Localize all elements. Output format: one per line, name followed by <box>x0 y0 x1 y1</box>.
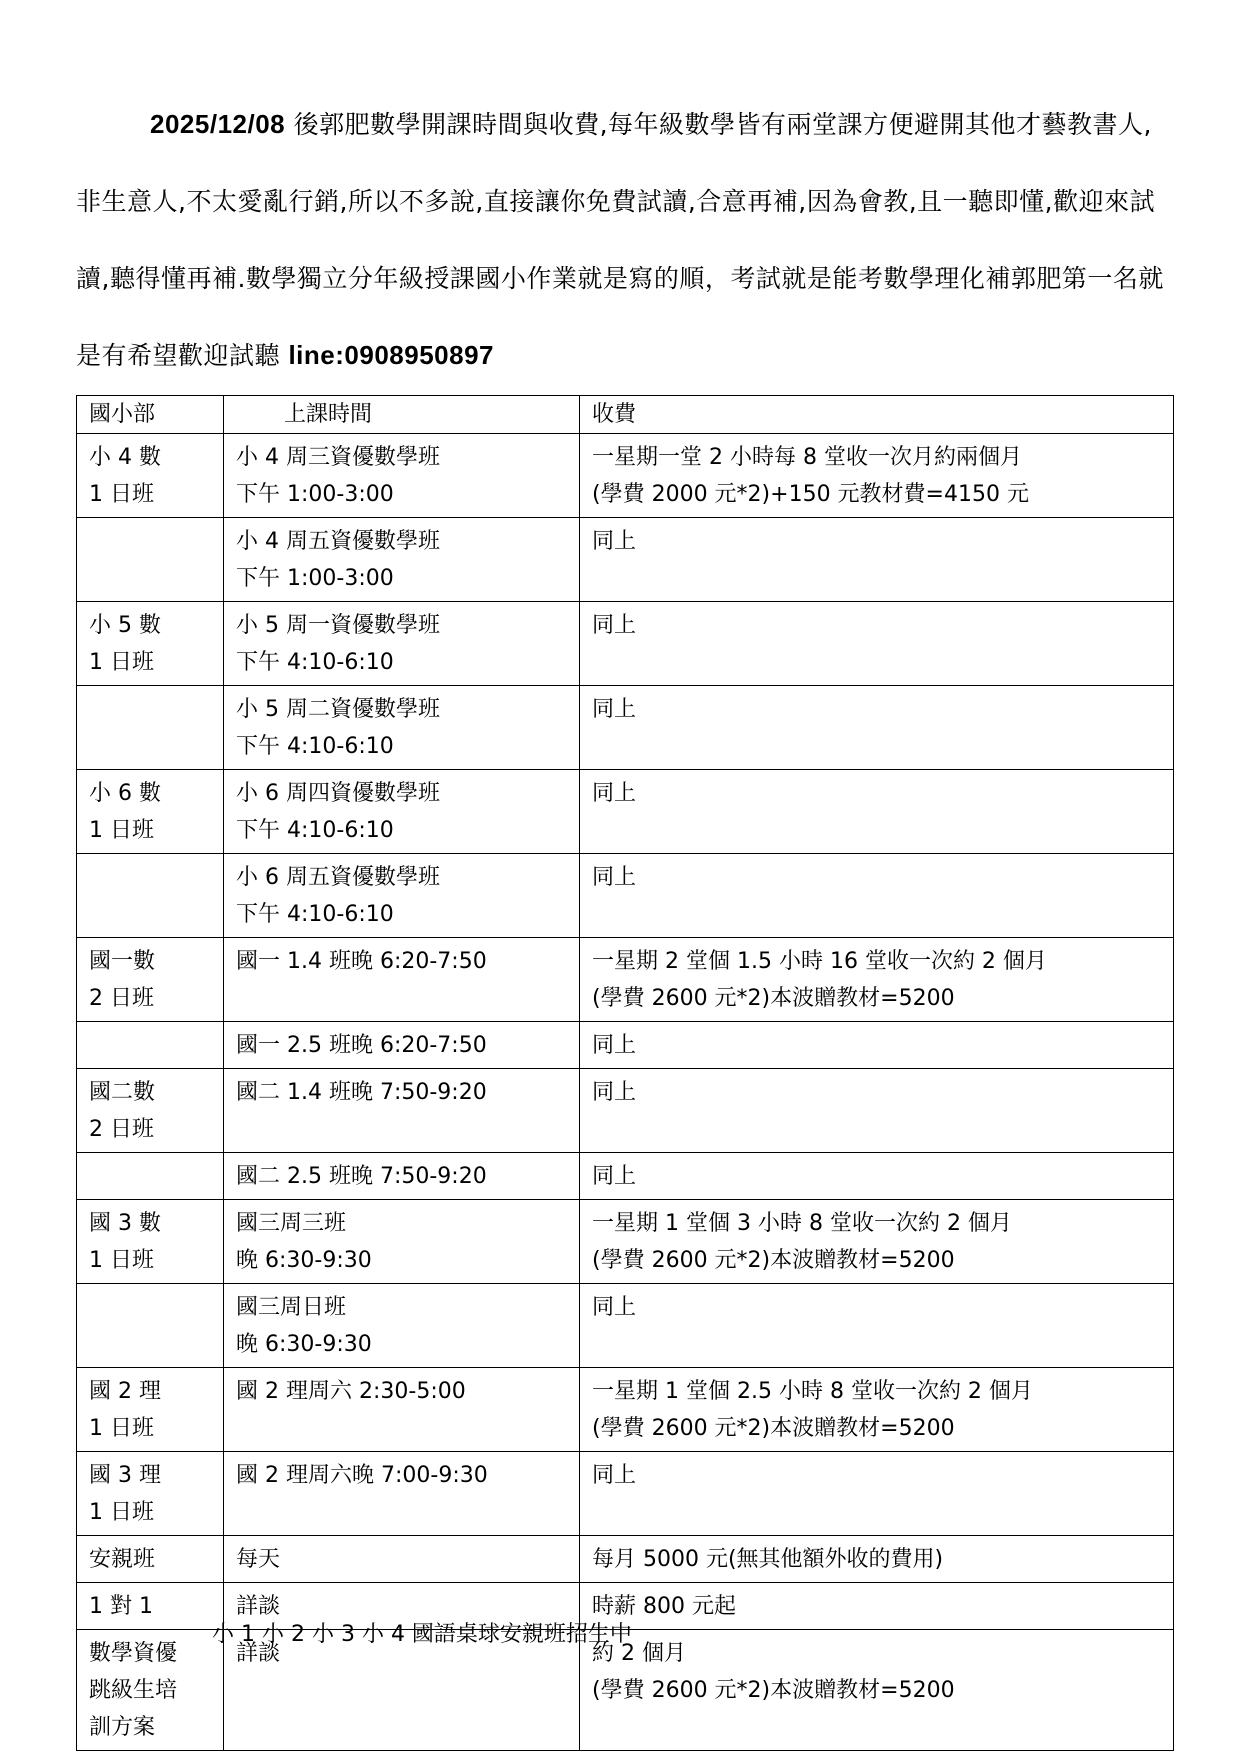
fee-cell-line: (學費 2000 元*2)+150 元教材費=4150 元 <box>592 482 1029 507</box>
fee-cell <box>580 1022 1174 1069</box>
table-row <box>77 1200 1174 1284</box>
grade-cell <box>77 434 224 518</box>
grade-cell <box>77 518 224 602</box>
fee-cell <box>580 1583 1174 1630</box>
table-row <box>77 686 1174 770</box>
fee-cell-line: 同上 <box>592 781 637 806</box>
time-cell-line: 詳談 <box>236 1594 281 1619</box>
fee-cell <box>580 1153 1174 1200</box>
grade-cell-line: 國 3 理 <box>89 1463 161 1488</box>
time-cell-line: 詳談 <box>236 1641 281 1666</box>
grade-cell-line: 數學資優 <box>89 1641 178 1666</box>
fee-cell <box>580 938 1174 1022</box>
time-cell-line: 每天 <box>236 1547 281 1572</box>
grade-cell-line: 國 2 理 <box>89 1379 161 1404</box>
time-cell <box>224 1153 580 1200</box>
grade-cell <box>77 854 224 938</box>
time-cell <box>224 770 580 854</box>
table-row <box>77 1153 1174 1200</box>
table-row <box>77 518 1174 602</box>
grade-cell <box>77 938 224 1022</box>
grade-cell <box>77 686 224 770</box>
time-cell <box>224 1284 580 1368</box>
time-cell-line: 下午 4:10-6:10 <box>236 818 394 843</box>
fee-cell-line: 每月 5000 元(無其他額外收的費用) <box>592 1547 944 1572</box>
grade-cell <box>77 1536 224 1583</box>
fee-cell <box>580 1536 1174 1583</box>
time-cell <box>224 434 580 518</box>
schedule-table <box>76 395 1174 1751</box>
time-cell <box>224 686 580 770</box>
time-cell-line: 下午 4:10-6:10 <box>236 734 394 759</box>
time-cell-line: 國 2 理周六晚 7:00-9:30 <box>236 1463 488 1488</box>
grade-cell-line: 1 日班 <box>89 1416 154 1441</box>
fee-cell-line: 同上 <box>592 1164 637 1189</box>
time-cell-line: 國一 1.4 班晚 6:20-7:50 <box>236 949 487 974</box>
table-row <box>77 770 1174 854</box>
grade-cell-line: 小 5 數 <box>89 613 161 638</box>
fee-cell-line: 同上 <box>592 529 637 554</box>
time-cell <box>224 1022 580 1069</box>
fee-cell-line: (學費 2600 元*2)本波贈教材=5200 <box>592 1416 955 1441</box>
time-cell-line: 小 5 周二資優數學班 <box>236 697 440 722</box>
intro-paragraph <box>76 86 1166 394</box>
fee-cell <box>580 1452 1174 1536</box>
fee-cell <box>580 1630 1174 1751</box>
fee-cell-line: 同上 <box>592 1033 637 1058</box>
grade-cell-line: 國二數 <box>89 1080 156 1105</box>
grade-cell <box>77 1153 224 1200</box>
grade-cell-line: 小 4 數 <box>89 445 161 470</box>
fee-cell-line: 一星期一堂 2 小時每 8 堂收一次月約兩個月 <box>592 445 1022 470</box>
grade-cell <box>77 770 224 854</box>
header-grade: 國小部 <box>77 396 224 434</box>
time-cell <box>224 1536 580 1583</box>
fee-cell <box>580 1200 1174 1284</box>
time-cell <box>224 854 580 938</box>
table-row <box>77 1368 1174 1452</box>
time-cell-line: 小 4 周三資優數學班 <box>236 445 440 470</box>
fee-cell-line: 同上 <box>592 1463 637 1488</box>
fee-cell-line: 一星期 1 堂個 2.5 小時 8 堂收一次約 2 個月 <box>592 1379 1033 1404</box>
time-cell-line: 下午 1:00-3:00 <box>236 566 394 591</box>
fee-cell-line: 同上 <box>592 697 637 722</box>
fee-cell-line: (學費 2600 元*2)本波贈教材=5200 <box>592 1248 955 1273</box>
table-row <box>77 434 1174 518</box>
grade-cell <box>77 1583 224 1630</box>
time-cell <box>224 1452 580 1536</box>
grade-cell <box>77 1069 224 1153</box>
grade-cell <box>77 1368 224 1452</box>
grade-cell-line: 2 日班 <box>89 986 154 1011</box>
fee-cell-line: (學費 2600 元*2)本波贈教材=5200 <box>592 986 955 1011</box>
grade-cell-line: 2 日班 <box>89 1117 154 1142</box>
time-cell-line: 晚 6:30-9:30 <box>236 1248 372 1273</box>
fee-cell-line: 同上 <box>592 1295 637 1320</box>
time-cell-line: 下午 4:10-6:10 <box>236 650 394 675</box>
table-row <box>77 1069 1174 1153</box>
fee-cell-line: 約 2 個月 <box>592 1641 686 1666</box>
grade-cell <box>77 1022 224 1069</box>
table-row <box>77 854 1174 938</box>
header-time: 上課時間 <box>224 396 580 434</box>
time-cell-line: 晚 6:30-9:30 <box>236 1332 372 1357</box>
table-row <box>77 1536 1174 1583</box>
grade-cell-line: 1 日班 <box>89 818 154 843</box>
intro-text: 後郭肥數學開課時間與收費,每年級數學皆有兩堂課方便避開其他才藝教書人,非生意人,不太愛亂行銷,所以不多說,直接讓你免費試讀,合意再補,因為會教,且一聽即懂,歡迎來試讀,聽得懂再補.數學獨立分年級授課國小作業就是寫的順，考試就是能考數學理化補郭肥第一名就是有希望歡迎試聽 <box>76 110 1164 370</box>
fee-cell-line: 時薪 800 元起 <box>592 1594 736 1619</box>
fee-cell <box>580 434 1174 518</box>
footer-note: 小 1 小 2 小 3 小 4 國語桌球安親班招生中 <box>212 1622 632 1647</box>
time-cell-line: 國三周三班 <box>236 1211 347 1236</box>
grade-cell-line: 安親班 <box>89 1547 156 1572</box>
grade-cell-line: 跳級生培 <box>89 1678 178 1703</box>
time-cell <box>224 1200 580 1284</box>
grade-cell-line: 1 日班 <box>89 1248 154 1273</box>
table-row <box>77 1284 1174 1368</box>
time-cell <box>224 602 580 686</box>
grade-cell-line: 1 對 1 <box>89 1594 153 1619</box>
table-header-row <box>77 396 1174 434</box>
fee-cell <box>580 1284 1174 1368</box>
time-cell <box>224 518 580 602</box>
table-row <box>77 938 1174 1022</box>
table-row <box>77 602 1174 686</box>
grade-cell-line: 1 日班 <box>89 650 154 675</box>
fee-cell <box>580 518 1174 602</box>
fee-cell <box>580 602 1174 686</box>
time-cell <box>224 1069 580 1153</box>
grade-cell-line: 1 日班 <box>89 1500 154 1525</box>
fee-cell-line: 一星期 2 堂個 1.5 小時 16 堂收一次約 2 個月 <box>592 949 1047 974</box>
time-cell <box>224 938 580 1022</box>
grade-cell-line: 國 3 數 <box>89 1211 161 1236</box>
time-cell <box>224 1368 580 1452</box>
fee-cell-line: 一星期 1 堂個 3 小時 8 堂收一次約 2 個月 <box>592 1211 1012 1236</box>
time-cell-line: 國二 1.4 班晚 7:50-9:20 <box>236 1080 487 1105</box>
time-cell-line: 小 5 周一資優數學班 <box>236 613 440 638</box>
table-row <box>77 1452 1174 1536</box>
grade-cell <box>77 602 224 686</box>
intro-date: 2025/12/08 <box>150 109 286 139</box>
time-cell-line: 小 4 周五資優數學班 <box>236 529 440 554</box>
time-cell-line: 下午 1:00-3:00 <box>236 482 394 507</box>
grade-cell-line: 1 日班 <box>89 482 154 507</box>
fee-cell <box>580 686 1174 770</box>
fee-cell <box>580 1069 1174 1153</box>
grade-cell <box>77 1630 224 1751</box>
line-contact: line:0908950897 <box>288 340 494 370</box>
fee-cell-line: 同上 <box>592 865 637 890</box>
time-cell-line: 小 6 周五資優數學班 <box>236 865 440 890</box>
time-cell-line: 小 6 周四資優數學班 <box>236 781 440 806</box>
time-cell-line: 國三周日班 <box>236 1295 347 1320</box>
grade-cell-line: 訓方案 <box>89 1715 156 1740</box>
fee-cell-line: 同上 <box>592 613 637 638</box>
grade-cell <box>77 1452 224 1536</box>
fee-cell-line: (學費 2600 元*2)本波贈教材=5200 <box>592 1678 955 1703</box>
table-row <box>77 1022 1174 1069</box>
time-cell-line: 下午 4:10-6:10 <box>236 902 394 927</box>
fee-cell <box>580 770 1174 854</box>
fee-cell <box>580 854 1174 938</box>
grade-cell <box>77 1284 224 1368</box>
grade-cell <box>77 1200 224 1284</box>
time-cell-line: 國 2 理周六 2:30-5:00 <box>236 1379 466 1404</box>
fee-cell <box>580 1368 1174 1452</box>
grade-cell-line: 國一數 <box>89 949 156 974</box>
time-cell-line: 國一 2.5 班晚 6:20-7:50 <box>236 1033 487 1058</box>
header-fee: 收費 <box>580 396 1174 434</box>
time-cell-line: 國二 2.5 班晚 7:50-9:20 <box>236 1164 487 1189</box>
fee-cell-line: 同上 <box>592 1080 637 1105</box>
grade-cell-line: 小 6 數 <box>89 781 161 806</box>
